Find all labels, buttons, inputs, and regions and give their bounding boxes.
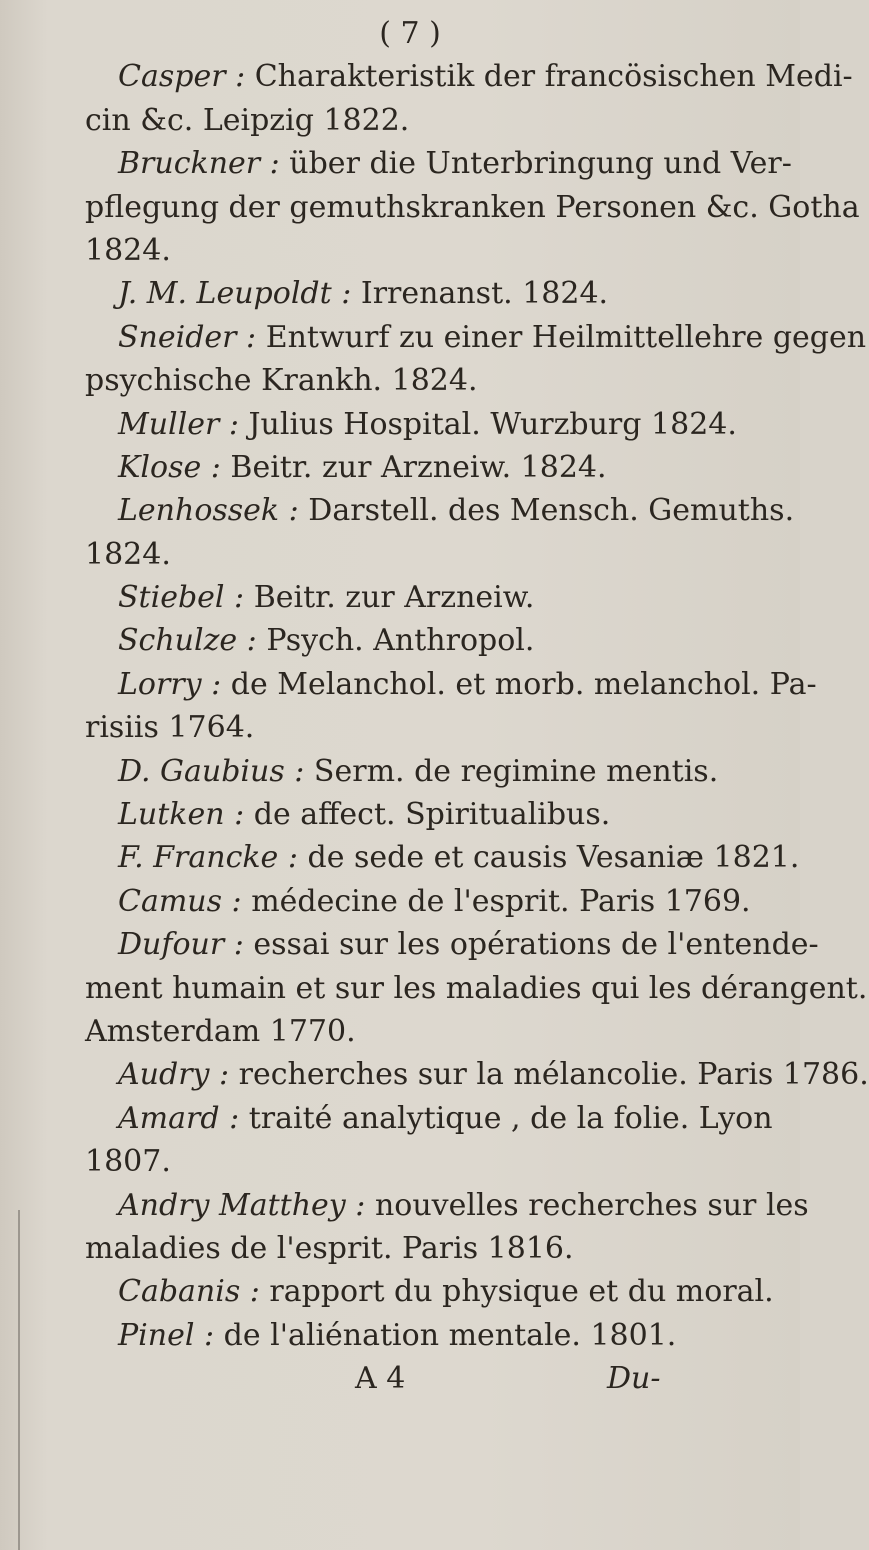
entry-line [85, 446, 735, 489]
entry-author: Andry Matthey : [118, 1187, 366, 1223]
entry-line [85, 489, 795, 532]
entry-author: Lorry : [118, 666, 222, 702]
entry-title: de Melanchol. et morb. melanchol. Pa- [221, 666, 817, 702]
entry-line [85, 750, 735, 793]
entry-author: Cabanis : [118, 1274, 260, 1310]
entry-author: J. M. Leupoldt : [118, 276, 352, 312]
entry-title: rapport du physique et du moral. [259, 1274, 774, 1310]
entry-continuation: Amsterdam 1770. [85, 1013, 356, 1049]
entry-line [85, 1053, 869, 1096]
entry-title: Julius Hospital. Wurzburg 1824. [238, 406, 737, 442]
page-number: ( 7 ) [379, 16, 441, 51]
entry-author: Lutken : [118, 797, 245, 833]
entry-continuation: pflegung der gemuthskranken Personen &c. Gotha [85, 189, 860, 225]
entry-title: essai sur les opérations de l'entende- [243, 927, 819, 963]
entry-title: médecine de l'esprit. Paris 1769. [241, 883, 751, 919]
entry-title: de l'aliénation mentale. 1801. [214, 1317, 677, 1353]
entry-title: Serm. de regimine mentis. [304, 753, 719, 789]
entry-author: Lenhossek : [118, 493, 299, 529]
entry-title: Entwurf zu einer Heilmittellehre gegen [256, 319, 867, 355]
page-edge-shadow [18, 1210, 20, 1550]
entry-continuation: risiis 1764. [85, 710, 255, 746]
entry-line [85, 836, 800, 879]
entry-line [85, 619, 735, 662]
entry-continuation: 1824. [85, 232, 171, 268]
entry-line [85, 55, 853, 98]
catchword: Du- [607, 1361, 661, 1397]
entry-line [85, 793, 735, 836]
entry-title: traité analytique , de la folie. Lyon [239, 1100, 773, 1136]
entry-author: D. Gaubius : [118, 753, 305, 789]
entry-author: Muller : [118, 406, 239, 442]
entry-continuation: psychische Krankh. 1824. [85, 363, 478, 399]
entry-author: Camus : [118, 883, 242, 919]
entry-line [85, 1270, 774, 1313]
entry-title: nouvelles recherches sur les [365, 1187, 809, 1223]
entry-line [85, 663, 817, 706]
entry-line [85, 1184, 809, 1227]
entry-continuation: ment humain et sur les maladies qui les dérangent. [85, 970, 868, 1006]
entry-line [85, 923, 819, 966]
entry-author: Stiebel : [118, 580, 245, 616]
bibliography-text [85, 12, 869, 1401]
entry-title: Darstell. des Mensch. Gemuths. [298, 493, 795, 529]
entry-title: de affect. Spiritualibus. [244, 797, 611, 833]
entry-continuation: 1824. [85, 536, 171, 572]
entry-title: Beitr. zur Arzneiw. 1824. [220, 449, 607, 485]
entry-author: Bruckner : [118, 146, 280, 182]
entry-line [85, 576, 735, 619]
entry-line [85, 880, 751, 923]
entry-author: Amard : [118, 1100, 240, 1136]
entry-title: Irrenanst. 1824. [351, 276, 609, 312]
entry-author: F. Francke : [118, 840, 298, 876]
entry-continuation: 1807. [85, 1144, 171, 1180]
entry-continuation: maladies de l'esprit. Paris 1816. [85, 1230, 574, 1266]
entry-line [85, 272, 735, 315]
entry-author: Schulze : [118, 623, 257, 659]
signature-mark: A 4 [355, 1361, 406, 1397]
entry-title: Beitr. zur Arzneiw. [244, 580, 535, 616]
entry-line [85, 403, 735, 446]
entry-title: de sede et causis Vesaniæ 1821. [297, 840, 800, 876]
entry-line [85, 142, 792, 185]
entry-line [85, 1314, 735, 1357]
entry-author: Casper : [118, 59, 246, 95]
entry-line [85, 1097, 773, 1140]
entry-author: Sneider : [118, 319, 257, 355]
entry-author: Audry : [118, 1057, 230, 1093]
entry-author: Pinel : [118, 1317, 215, 1353]
entry-title: recherches sur la mélancolie. Paris 1786. [229, 1057, 869, 1093]
entry-title: Psych. Anthropol. [256, 623, 535, 659]
entry-author: Dufour : [118, 927, 244, 963]
page-footer [85, 1357, 735, 1400]
entry-title: über die Unterbringung und Ver- [279, 146, 792, 182]
entry-line [85, 316, 867, 359]
entry-author: Klose : [118, 449, 221, 485]
entry-continuation: cin &c. Leipzig 1822. [85, 102, 410, 138]
entry-title: Charakteristik der francösischen Medi- [245, 59, 853, 95]
